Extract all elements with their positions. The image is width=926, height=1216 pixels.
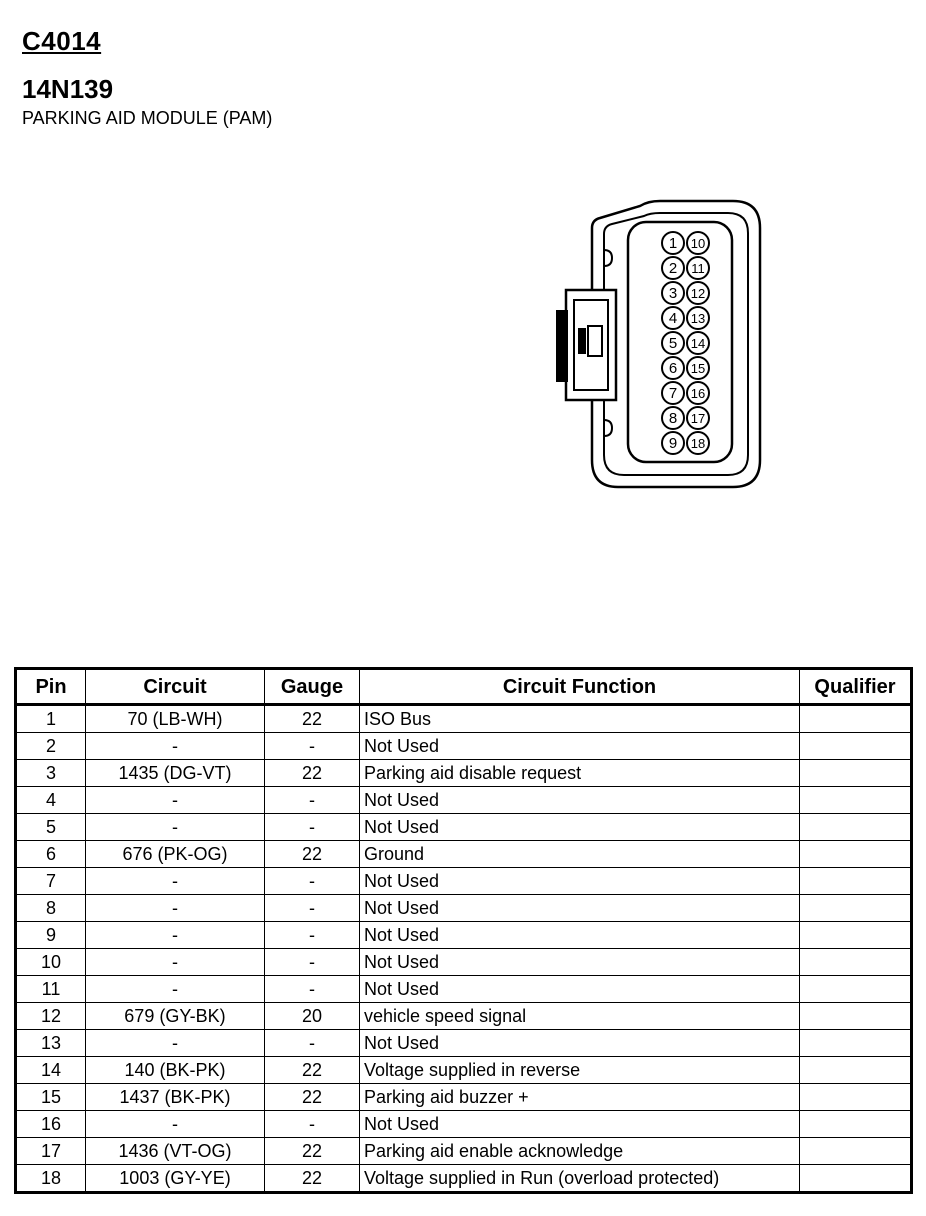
pin-number-label: 10: [690, 236, 706, 251]
column-header-gauge: Gauge: [265, 669, 360, 705]
qualifier-cell: [800, 976, 912, 1003]
pin-cell: 12: [16, 1003, 86, 1030]
circuit-cell: -: [86, 787, 265, 814]
table-row: [16, 895, 912, 922]
table-row: [16, 1111, 912, 1138]
housing-notch-bottom: [604, 420, 612, 436]
pin-cell: 7: [16, 868, 86, 895]
pin-number-label: 12: [690, 286, 706, 301]
circuit-cell: -: [86, 1030, 265, 1057]
qualifier-cell: [800, 787, 912, 814]
table-row: [16, 1003, 912, 1030]
latch-tab: [556, 310, 568, 382]
table-row: [16, 841, 912, 868]
part-number: 14N139: [22, 74, 114, 104]
gauge-cell: -: [265, 1111, 360, 1138]
circuit-function-cell: Not Used: [360, 949, 800, 976]
column-header-qualifier: Qualifier: [800, 669, 912, 705]
circuit-cell: 679 (GY-BK): [86, 1003, 265, 1030]
table-row: [16, 760, 912, 787]
table-row: [16, 1138, 912, 1165]
pin-cell: 16: [16, 1111, 86, 1138]
pin-number-label: 13: [690, 311, 706, 326]
qualifier-cell: [800, 841, 912, 868]
connector-id: C4014: [22, 26, 102, 56]
circuit-cell: 1437 (BK-PK): [86, 1084, 265, 1111]
gauge-cell: 22: [265, 1165, 360, 1193]
gauge-cell: 22: [265, 705, 360, 733]
gauge-cell: -: [265, 1030, 360, 1057]
gauge-cell: -: [265, 922, 360, 949]
circuit-cell: -: [86, 733, 265, 760]
gauge-cell: -: [265, 895, 360, 922]
column-header-circuit-function: Circuit Function: [360, 669, 800, 705]
qualifier-cell: [800, 1165, 912, 1193]
pin-number-label: 17: [690, 411, 706, 426]
pin-cell: 3: [16, 760, 86, 787]
pinout-table: [14, 667, 913, 1194]
gauge-cell: 20: [265, 1003, 360, 1030]
qualifier-cell: [800, 1003, 912, 1030]
circuit-cell: -: [86, 895, 265, 922]
circuit-function-cell: Parking aid buzzer +: [360, 1084, 800, 1111]
gauge-cell: -: [265, 976, 360, 1003]
pin-number-label: 6: [668, 360, 678, 377]
pin-cell: 17: [16, 1138, 86, 1165]
gauge-cell: -: [265, 949, 360, 976]
circuit-function-cell: Not Used: [360, 1030, 800, 1057]
gauge-cell: -: [265, 733, 360, 760]
gauge-cell: 22: [265, 1057, 360, 1084]
pin-cell: 4: [16, 787, 86, 814]
circuit-cell: -: [86, 922, 265, 949]
circuit-function-cell: Parking aid enable acknowledge: [360, 1138, 800, 1165]
circuit-cell: 140 (BK-PK): [86, 1057, 265, 1084]
pin-number-label: 7: [668, 385, 678, 402]
qualifier-cell: [800, 949, 912, 976]
pin-number-label: 4: [668, 310, 678, 327]
pin-cell: 10: [16, 949, 86, 976]
circuit-function-cell: Not Used: [360, 976, 800, 1003]
table-header-row: [16, 669, 912, 705]
pin-cell: 11: [16, 976, 86, 1003]
circuit-cell: 70 (LB-WH): [86, 705, 265, 733]
circuit-function-cell: vehicle speed signal: [360, 1003, 800, 1030]
circuit-cell: -: [86, 868, 265, 895]
circuit-cell: 676 (PK-OG): [86, 841, 265, 868]
circuit-cell: -: [86, 814, 265, 841]
pin-cell: 2: [16, 733, 86, 760]
qualifier-cell: [800, 868, 912, 895]
circuit-function-cell: Not Used: [360, 895, 800, 922]
pin-cell: 6: [16, 841, 86, 868]
gauge-cell: 22: [265, 760, 360, 787]
circuit-function-cell: Not Used: [360, 814, 800, 841]
pin-cell: 18: [16, 1165, 86, 1193]
qualifier-cell: [800, 1111, 912, 1138]
circuit-cell: -: [86, 949, 265, 976]
qualifier-cell: [800, 760, 912, 787]
gauge-cell: 22: [265, 1138, 360, 1165]
qualifier-cell: [800, 1084, 912, 1111]
gauge-cell: -: [265, 868, 360, 895]
circuit-cell: 1435 (DG-VT): [86, 760, 265, 787]
qualifier-cell: [800, 1030, 912, 1057]
table-row: [16, 1165, 912, 1193]
table-row: [16, 1030, 912, 1057]
pin-cell: 9: [16, 922, 86, 949]
table-row: [16, 1084, 912, 1111]
table-row: [16, 976, 912, 1003]
circuit-function-cell: Voltage supplied in Run (overload protected): [360, 1165, 800, 1193]
table-row: [16, 1057, 912, 1084]
table-row: [16, 705, 912, 733]
pin-cell: 5: [16, 814, 86, 841]
table-row: [16, 868, 912, 895]
circuit-function-cell: ISO Bus: [360, 705, 800, 733]
table-row: [16, 733, 912, 760]
circuit-cell: 1003 (GY-YE): [86, 1165, 265, 1193]
latch-release: [578, 328, 586, 354]
pin-number-label: 5: [668, 335, 678, 352]
qualifier-cell: [800, 922, 912, 949]
pin-cell: 13: [16, 1030, 86, 1057]
column-header-circuit: Circuit: [86, 669, 265, 705]
table-row: [16, 922, 912, 949]
pin-group: [662, 232, 709, 454]
pin-cell: 1: [16, 705, 86, 733]
column-header-pin: Pin: [16, 669, 86, 705]
qualifier-cell: [800, 733, 912, 760]
circuit-function-cell: Ground: [360, 841, 800, 868]
table-row: [16, 787, 912, 814]
pin-cell: 8: [16, 895, 86, 922]
qualifier-cell: [800, 895, 912, 922]
circuit-function-cell: Not Used: [360, 787, 800, 814]
qualifier-cell: [800, 705, 912, 733]
pin-number-label: 15: [690, 361, 706, 376]
pin-number-label: 9: [668, 435, 678, 452]
qualifier-cell: [800, 814, 912, 841]
gauge-cell: -: [265, 787, 360, 814]
pin-number-label: 8: [668, 410, 678, 427]
pin-cell: 14: [16, 1057, 86, 1084]
pin-number-label: 1: [668, 235, 678, 252]
qualifier-cell: [800, 1138, 912, 1165]
gauge-cell: -: [265, 814, 360, 841]
circuit-cell: -: [86, 976, 265, 1003]
pin-cell: 15: [16, 1084, 86, 1111]
pin-number-label: 2: [668, 260, 678, 277]
gauge-cell: 22: [265, 841, 360, 868]
circuit-function-cell: Not Used: [360, 733, 800, 760]
pin-number-label: 18: [690, 436, 706, 451]
pin-number-label: 3: [668, 285, 678, 302]
pin-number-label: 11: [691, 261, 705, 276]
circuit-cell: 1436 (VT-OG): [86, 1138, 265, 1165]
circuit-cell: -: [86, 1111, 265, 1138]
circuit-function-cell: Not Used: [360, 868, 800, 895]
circuit-function-cell: Parking aid disable request: [360, 760, 800, 787]
part-description: PARKING AID MODULE (PAM): [22, 108, 273, 128]
pin-number-label: 16: [690, 386, 706, 401]
circuit-function-cell: Voltage supplied in reverse: [360, 1057, 800, 1084]
table-row: [16, 949, 912, 976]
gauge-cell: 22: [265, 1084, 360, 1111]
circuit-function-cell: Not Used: [360, 922, 800, 949]
table-row: [16, 814, 912, 841]
pin-number-label: 14: [690, 336, 706, 351]
connector-face-diagram: [550, 190, 780, 500]
housing-notch-top: [604, 250, 612, 266]
qualifier-cell: [800, 1057, 912, 1084]
circuit-function-cell: Not Used: [360, 1111, 800, 1138]
